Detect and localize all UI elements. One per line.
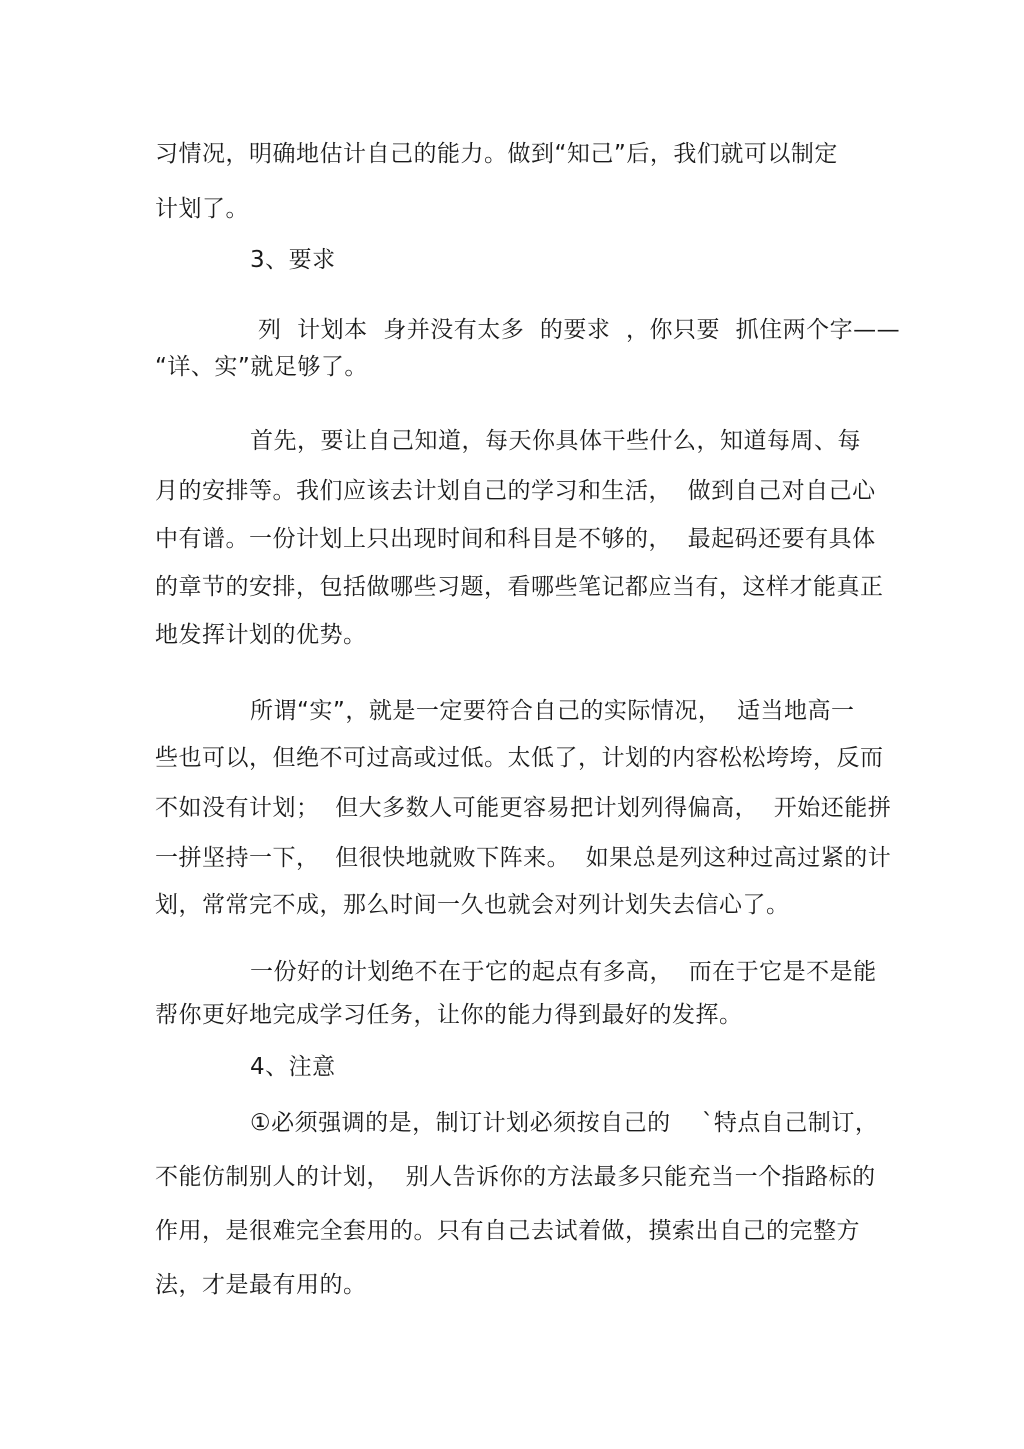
paragraph-line: 些也可以，但绝不可过高或过低。太低了，计划的内容松松垮垮，反而 <box>155 745 884 771</box>
paragraph-line: “详、实”就足够了。 <box>155 354 368 380</box>
paragraph-line: 列 计划本 身并没有太多 的要求 ，你只要 抓住两个字—— <box>258 317 901 343</box>
paragraph-line: 划，常常完不成，那么时间一久也就会对列计划失去信心了。 <box>155 892 790 918</box>
paragraph-line: 地发挥计划的优势。 <box>155 622 367 648</box>
paragraph-line: 所谓“实”，就是一定要符合自己的实际情况， 适当地高一 <box>250 698 855 724</box>
paragraph-line: 首先，要让自己知道，每天你具体干些什么，知道每周、每 <box>250 428 861 454</box>
paragraph-line: 法，才是最有用的。 <box>155 1272 367 1298</box>
paragraph-line: 的章节的安排，包括做哪些习题，看哪些笔记都应当有，这样才能真正 <box>155 574 884 600</box>
section-heading: 3、要求 <box>250 247 336 273</box>
paragraph-line: 一份好的计划绝不在于它的起点有多高， 而在于它是不是能 <box>250 959 877 985</box>
section-heading: 4、注意 <box>250 1054 336 1080</box>
paragraph-line: 帮你更好地完成学习任务，让你的能力得到最好的发挥。 <box>155 1002 743 1028</box>
paragraph-line: 习情况，明确地估计自己的能力。做到“知己”后，我们就可以制定 <box>155 141 838 167</box>
paragraph-line: ①必须强调的是，制订计划必须按自己的 `特点自己制订， <box>250 1110 879 1136</box>
paragraph-line: 作用，是很难完全套用的。只有自己去试着做，摸索出自己的完整方 <box>155 1218 860 1244</box>
paragraph-line: 不能仿制别人的计划， 别人告诉你的方法最多只能充当一个指路标的 <box>155 1164 876 1190</box>
paragraph-line: 不如没有计划； 但大多数人可能更容易把计划列得偏高， 开始还能拼 <box>155 795 892 821</box>
paragraph-line: 计划了。 <box>155 196 249 222</box>
paragraph-line: 月的安排等。我们应该去计划自己的学习和生活， 做到自己对自己心 <box>155 478 876 504</box>
paragraph-line: 一拼坚持一下， 但很快地就败下阵来。 如果总是列这种过高过紧的计 <box>155 845 892 871</box>
paragraph-line: 中有谱。一份计划上只出现时间和科目是不够的， 最起码还要有具体 <box>155 526 876 552</box>
